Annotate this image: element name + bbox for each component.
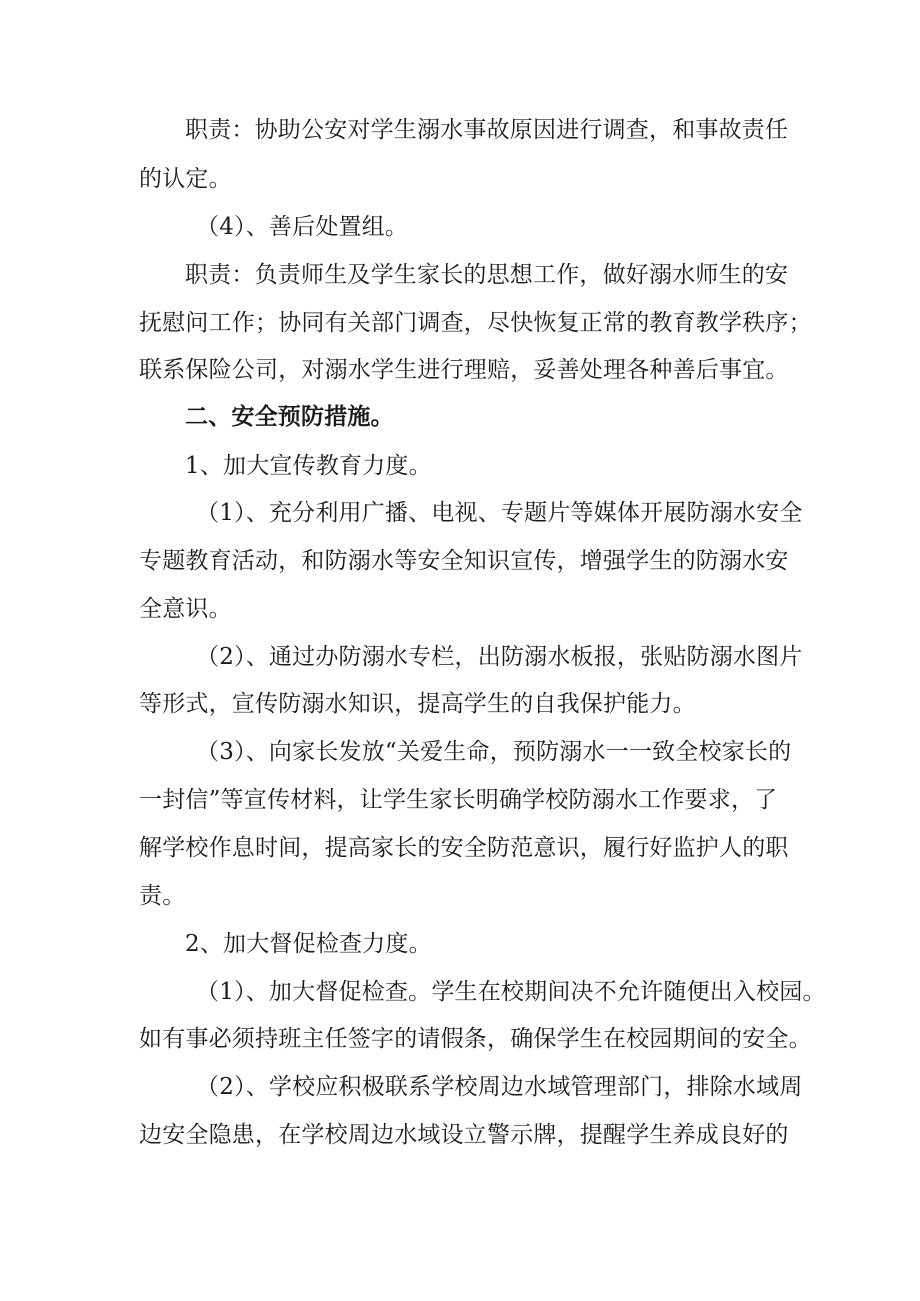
paragraph-line: （3）、向家长发放“关爱生命，预防溺水一一致全校家长的	[196, 739, 792, 765]
paragraph-line: （2）、学校应积极联系学校周边水域管理部门，排除水域周	[196, 1074, 803, 1100]
paragraph-line: 边安全隐患，在学校周边水域设立警示牌，提醒学生养成良好的	[139, 1122, 789, 1148]
section-heading: （4）、善后处置组。	[196, 214, 409, 240]
paragraph-line: 联系保险公司，对溺水学生进行理赔，妥善处理各种善后事宜。	[139, 357, 789, 383]
subheading: 2、加大督促检查力度。	[185, 931, 432, 957]
paragraph-line: 的认定。	[139, 166, 232, 192]
paragraph-line: 一封信”等宣传材料，让学生家长明确学校防溺水工作要求，了	[139, 787, 778, 813]
subheading: 1、加大宣传教育力度。	[185, 453, 432, 479]
main-heading: 二、安全预防措施。	[185, 404, 394, 430]
paragraph-line: （2）、通过办防溺水专栏，出防溺水板报，张贴防溺水图片	[196, 644, 803, 670]
paragraph-line: 职责：负责师生及学生家长的思想工作，做好溺水师生的安	[185, 262, 789, 288]
paragraph-line: （1）、充分利用广播、电视、专题片等媒体开展防溺水安全	[196, 500, 803, 526]
paragraph-line: （1）、加大督促检查。学生在校期间决不允许随便出入校园。	[196, 979, 826, 1005]
paragraph-line: 职责：协助公安对学生溺水事故原因进行调查，和事故责任	[185, 117, 789, 143]
paragraph-line: 专题教育活动，和防溺水等安全知识宣传，增强学生的防溺水安	[139, 548, 789, 574]
paragraph-line: 如有事必须持班主任签字的请假条，确保学生在校园期间的安全。	[139, 1026, 812, 1052]
paragraph-line: 抚慰问工作；协同有关部门调查，尽快恢复正常的教育教学秩序；	[139, 310, 812, 336]
paragraph-line: 责。	[139, 883, 186, 909]
paragraph-line: 全意识。	[139, 596, 232, 622]
paragraph-line: 等形式，宣传防溺水知识，提高学生的自我保护能力。	[139, 691, 696, 717]
paragraph-line: 解学校作息时间，提高家长的安全防范意识，履行好监护人的职	[139, 835, 789, 861]
